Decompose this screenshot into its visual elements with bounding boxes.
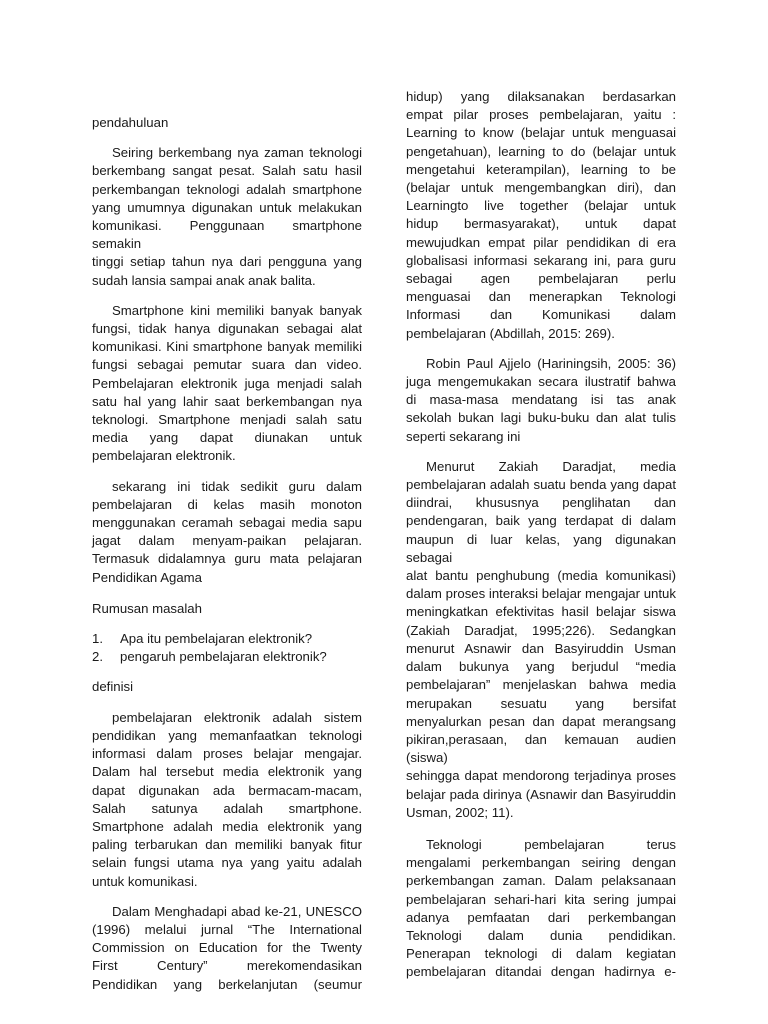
- text-line: di masa-masa mendatang isi tas anak: [406, 392, 676, 408]
- text-line: Pendidikan Agama: [92, 569, 202, 585]
- text-line: menyalurkan pesan dan dapat merangsang: [406, 713, 676, 729]
- text-line: empat pilar proses pembelajaran, yaitu :: [406, 107, 676, 123]
- text-line: mewujudkan empat pilar pendidikan di era: [406, 234, 676, 250]
- text-line: Pembelajaran elektronik juga menjadi salah: [92, 375, 362, 391]
- intro-paragraph-3: [92, 478, 362, 587]
- text-line: Seiring berkembang nya zaman teknologi: [112, 145, 362, 161]
- text-line: pembelajaran elektronik adalah sistem: [112, 709, 362, 725]
- text-line: pembelajaran ditandai dengan hadirnya e-: [406, 964, 676, 980]
- text-line: menguasai dan menerapkan Teknologi: [406, 289, 676, 305]
- text-line: Menurut Zakiah Daradjat, media: [426, 458, 676, 474]
- right-column: [406, 88, 676, 982]
- list-item: [92, 648, 362, 666]
- list-text: Apa itu pembelajaran elektronik?: [120, 631, 313, 647]
- text-line: diindrai, khususnya penglihatan dan: [406, 495, 676, 511]
- text-line: (Zakiah Daradjat, 1995;226). Sedangkan: [406, 622, 676, 638]
- list-number: 1.: [92, 631, 103, 647]
- text-line: belajar pada dirinya (Asnawir dan Basyiruddin: [406, 786, 676, 802]
- right-paragraph-3: [406, 458, 676, 822]
- text-line: berkembang sangat pesat. Salah satu hasil: [92, 163, 362, 179]
- text-line: fungsi sebagai pemutar suara dan video.: [92, 357, 362, 373]
- text-line: Teknologi pembelajaran terus: [426, 836, 676, 852]
- text-line: hidup bermasyarakat), untuk dapat: [406, 216, 676, 232]
- text-line: sehingga dapat mendorong terjadinya proses: [406, 768, 676, 784]
- text-line: komunikasi. Penggunaan smartphone semakin: [92, 218, 362, 252]
- text-line: paling terbarukan dan memiliki banyak fitur: [92, 837, 362, 853]
- text-line: seperti sekarang ini: [406, 428, 521, 444]
- left-column: [92, 114, 362, 994]
- heading-pendahuluan: pendahuluan: [92, 115, 169, 130]
- text-line: pembelajaran sehari-hari kita sering jumpai: [406, 891, 676, 907]
- text-line: (belajar untuk mengembangkan diri), dan: [406, 180, 676, 196]
- text-line: Commission on Education for the Twenty: [92, 940, 362, 956]
- right-paragraph-1: [406, 88, 676, 343]
- text-line: pendidikan yang memanfaatkan teknologi: [92, 727, 362, 743]
- text-line: Smartphone adalah media elektronik yang: [92, 818, 362, 834]
- text-line: sudah lansia sampai anak anak balita.: [92, 272, 316, 288]
- text-line: Dalam hal tersebut media elektronik yang: [92, 764, 362, 780]
- text-line: fungsi, tidak hanya digunakan sebagai alat: [92, 321, 362, 337]
- text-line: dalam bukunya yang berjudul “media: [406, 659, 676, 675]
- text-line: merupakan sesuatu yang bersifat: [406, 695, 676, 711]
- text-line: juga mengemukakan secara ilustratif bahwa: [406, 374, 676, 390]
- text-line: hidup) yang dilaksanakan berdasarkan: [406, 89, 676, 104]
- text-line: Robin Paul Ajjelo (Hariningsih, 2005: 36): [426, 355, 676, 371]
- text-line: Smartphone kini memiliki banyak banyak: [112, 302, 362, 318]
- text-line: Dalam Menghadapi abad ke-21, UNESCO: [112, 903, 362, 919]
- text-line: sekolah bukan lagi buku-buku dan alat tulis: [406, 410, 676, 426]
- text-line: Termasuk didalamnya guru mata pelajaran: [92, 551, 362, 567]
- text-line: untuk komunikasi.: [92, 873, 198, 889]
- text-line: perkembangan teknologi adalah smartphone: [92, 181, 362, 197]
- text-line: pembelajaran di kelas masih monoton: [92, 496, 362, 512]
- list-text: pengaruh pembelajaran elektronik?: [120, 649, 327, 665]
- text-line: pembelajaran” menjelaskan bahwa media: [406, 677, 676, 693]
- text-line: pembelajaran elektronik.: [92, 448, 236, 464]
- list-item: [92, 630, 362, 648]
- text-line: First Century” merekomendasikan: [92, 958, 362, 974]
- text-line: perkembangan zaman. Dalam pelaksanaan: [406, 873, 676, 889]
- text-line: media yang dapat diunakan untuk: [92, 430, 362, 446]
- text-line: maupun di luar kelas, yang digunakan sebagai: [406, 531, 676, 565]
- list-number: 2.: [92, 649, 103, 665]
- text-line: sekarang ini tidak sedikit guru dalam: [112, 478, 362, 494]
- text-line: pikiran,perasaan, dan kemauan audien (siswa): [406, 731, 676, 766]
- text-line: alat bantu penghubung (media komunikasi): [406, 568, 676, 584]
- text-line: adanya pemfaatan dari perkembangan: [406, 909, 676, 925]
- rumusan-list: [92, 630, 362, 666]
- heading-definisi: definisi: [92, 679, 134, 695]
- text-line: Informasi dan Komunikasi dalam: [406, 307, 676, 323]
- text-line: Usman, 2002; 11).: [406, 804, 514, 820]
- right-paragraph-4: [406, 836, 676, 982]
- text-line: menggunakan ceramah sebagai media sapu: [92, 515, 362, 531]
- definisi-paragraph-2: [92, 903, 362, 994]
- text-line: Teknologi dalam dunia pendidikan.: [406, 927, 676, 943]
- text-line: Penerapan teknologi di dalam kegiatan: [406, 946, 676, 962]
- text-line: Pendidikan yang berkelanjutan (seumur: [92, 976, 362, 992]
- text-line: tinggi setiap tahun nya dari pengguna yang: [92, 254, 362, 270]
- text-line: mengetahui keterampilan), learning to be: [406, 161, 676, 177]
- text-line: satu hal yang lahir saat berkembangan nya: [92, 393, 362, 409]
- text-line: dalam proses interaksi belajar mengajar untuk: [406, 586, 676, 602]
- intro-paragraph-2: [92, 302, 362, 466]
- text-line: informasi dalam proses belajar mengajar.: [92, 746, 362, 762]
- intro-paragraph-1: [92, 144, 362, 290]
- text-line: pengetahuan), learning to do (belajar untuk: [406, 143, 676, 159]
- text-line: Salah satunya adalah smartphone.: [92, 800, 362, 816]
- text-line: pendengaran, baik yang terdapat di dalam: [406, 513, 676, 529]
- right-paragraph-2: [406, 355, 676, 446]
- text-line: globalisasi informasi sekarang ini, para guru: [406, 252, 676, 268]
- text-line: selain fungsi utama nya yang yaitu adalah: [92, 855, 362, 871]
- text-line: teknologi. Smartphone menjadi salah satu: [92, 412, 362, 428]
- text-line: komunikasi. Kini smartphone banyak memiliki: [92, 339, 362, 355]
- heading-rumusan-masalah: Rumusan masalah: [92, 600, 202, 616]
- text-line: Learningto live together (belajar untuk: [406, 198, 676, 214]
- text-line: meningkatkan efektivitas hasil belajar siswa: [406, 604, 676, 620]
- definisi-paragraph-1: [92, 709, 362, 891]
- text-line: mengalami perkembangan seiring dengan: [406, 855, 676, 871]
- text-line: menurut Asnawir dan Basyiruddin Usman: [406, 640, 676, 656]
- text-line: yang umumnya digunakan untuk melakukan: [92, 199, 362, 215]
- text-line: pembelajaran adalah suatu benda yang dapat: [406, 477, 676, 493]
- text-line: jagat dalam menyam-paikan pelajaran.: [92, 533, 362, 549]
- text-line: Learning to know (belajar untuk menguasai: [406, 125, 676, 141]
- text-line: pembelajaran (Abdillah, 2015: 269).: [406, 325, 615, 341]
- text-line: dapat digunakan ada bermacam-macam,: [92, 782, 362, 798]
- text-line: (1996) melalui jurnal “The International: [92, 921, 362, 937]
- text-line: sebagai agen pembelajaran perlu: [406, 271, 676, 287]
